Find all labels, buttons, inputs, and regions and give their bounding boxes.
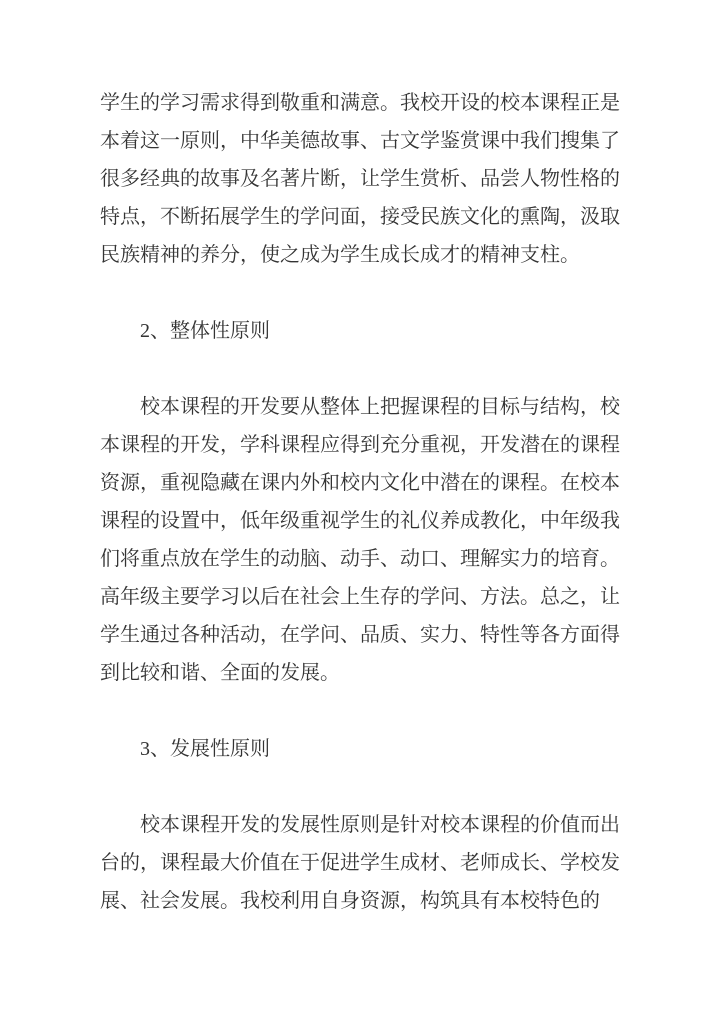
- paragraph-integrity-principle: 校本课程的开发要从整体上把握课程的目标与结构，校本课程的开发，学科课程应得到充分重视，开发潜在的课程资源，重视隐藏在课内外和校内文化中潜在的课程。在校本课程的设置中，低年级重视学生的礼仪养成教化，中年级我们将重点放在学生的动脑、动手、动口、理解实力的培育。高年级主要学习以后在社会上生存的学问、方法。总之，让学生通过各种活动，在学问、品质、实力、特性等各方面得到比较和谐、全面的发展。: [100, 396, 620, 684]
- paragraph-continuation: 学生的学习需求得到敬重和满意。我校开设的校本课程正是本着这一原则，中华美德故事、古文学鉴赏课中我们搜集了很多经典的故事及名著片断，让学生赏析、品尝人物性格的特点，不断拓展学生的学问面，接受民族文化的熏陶，汲取民族精神的养分，使之成为学生成长成才的精神支柱。: [100, 92, 620, 266]
- paragraph-development-principle: 校本课程开发的发展性原则是针对校本课程的价值而出台的，课程最大价值在于促进学生成材、老师成长、学校发展、社会发展。我校利用自身资源，构筑具有本校特色的: [100, 814, 620, 912]
- section-heading-2: 2、整体性原则: [140, 320, 270, 342]
- section-heading-3: 3、发展性原则: [140, 738, 270, 760]
